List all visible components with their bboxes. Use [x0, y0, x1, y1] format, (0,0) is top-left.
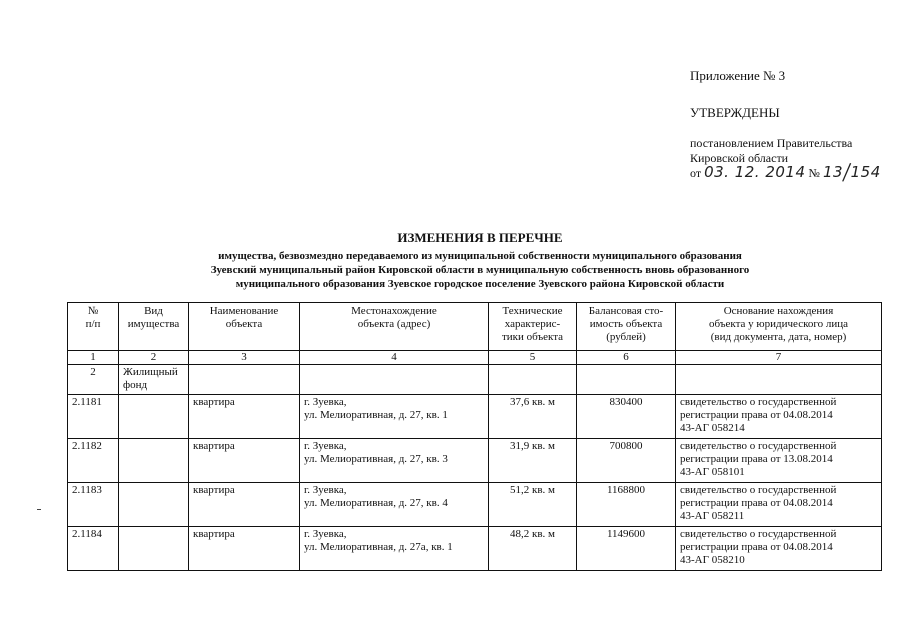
column-number-row	[68, 351, 882, 365]
row-name: квартира	[189, 483, 300, 527]
table-row	[68, 439, 882, 483]
column-number: 4	[300, 351, 489, 365]
column-number: 2	[119, 351, 189, 365]
table-row	[68, 483, 882, 527]
row-tech: 48,2 кв. м	[489, 527, 577, 571]
decree-number-label: №	[808, 166, 820, 180]
column-number: 1	[68, 351, 119, 365]
decree-number-handwritten-a: 13	[822, 163, 844, 181]
row-type	[119, 395, 189, 439]
header-num: № п/п	[68, 303, 119, 351]
row-num: 2.1184	[68, 527, 119, 571]
group-num: 2	[68, 365, 119, 395]
column-number: 3	[189, 351, 300, 365]
table-header-row	[68, 303, 882, 351]
title-line-3: муниципального образования Зуевское городское поселение Зуевского района Кировской области	[235, 278, 725, 290]
header-basis: Основание нахождения объекта у юридического лица (вид документа, дата, номер)	[676, 303, 882, 351]
row-tech: 51,2 кв. м	[489, 483, 577, 527]
group-row	[68, 365, 882, 395]
title-main: ИЗМЕНЕНИЯ В ПЕРЕЧНЕ	[397, 230, 563, 245]
row-address: г. Зуевка, ул. Мелиоративная, д. 27, кв. 3	[300, 439, 489, 483]
row-address: г. Зуевка, ул. Мелиоративная, д. 27, кв. 4	[300, 483, 489, 527]
table-row	[68, 527, 882, 571]
column-number: 5	[489, 351, 577, 365]
row-address: г. Зуевка, ул. Мелиоративная, д. 27а, кв. 1	[300, 527, 489, 571]
row-value: 830400	[577, 395, 676, 439]
row-basis: свидетельство о государственной регистрации права от 04.08.2014 43-АГ 058211	[676, 483, 882, 527]
header-value: Балансовая сто- имость объекта (рублей)	[577, 303, 676, 351]
column-number: 6	[577, 351, 676, 365]
decree-prefix: от	[690, 166, 702, 180]
decree-line-1: постановлением Правительства	[690, 136, 853, 150]
slash-mark: /	[842, 157, 851, 187]
row-num: 2.1182	[68, 439, 119, 483]
row-value: 1168800	[577, 483, 676, 527]
row-basis: свидетельство о государственной регистрации права от 04.08.2014 43-АГ 058210	[676, 527, 882, 571]
row-tech: 37,6 кв. м	[489, 395, 577, 439]
title-line-1: имущества, безвозмездно передаваемого из муниципальной собственности муниципального образования	[218, 250, 742, 262]
decree-number-handwritten-b: 154	[850, 163, 881, 181]
table-row	[68, 395, 882, 439]
header-tech: Технические характерис- тики объекта	[489, 303, 577, 351]
row-name: квартира	[189, 439, 300, 483]
approved-label: УТВЕРЖДЕНЫ	[690, 105, 780, 120]
column-number: 7	[676, 351, 882, 365]
row-address: г. Зуевка, ул. Мелиоративная, д. 27, кв. 1	[300, 395, 489, 439]
decree-date-handwritten: 03. 12. 2014	[704, 163, 806, 181]
attachment-label: Приложение № 3	[690, 68, 786, 83]
header-address: Местонахождение объекта (адрес)	[300, 303, 489, 351]
row-name: квартира	[189, 395, 300, 439]
row-type	[119, 439, 189, 483]
row-value: 700800	[577, 439, 676, 483]
header-name: Наименование объекта	[189, 303, 300, 351]
header-type: Вид имущества	[119, 303, 189, 351]
row-value: 1149600	[577, 527, 676, 571]
row-name: квартира	[189, 527, 300, 571]
group-type: Жилищный фонд	[119, 365, 189, 395]
row-num: 2.1183	[68, 483, 119, 527]
row-tech: 31,9 кв. м	[489, 439, 577, 483]
document-title	[120, 230, 840, 291]
title-line-2: Зуевский муниципальный район Кировской области в муниципальную собственность вновь образованного	[210, 264, 750, 276]
row-type	[119, 483, 189, 527]
decree-line-2: Кировской области	[690, 151, 789, 165]
row-num: 2.1181	[68, 395, 119, 439]
row-type	[119, 527, 189, 571]
margin-mark	[37, 509, 41, 510]
property-table	[67, 302, 882, 571]
row-basis: свидетельство о государственной регистрации права от 04.08.2014 43-АГ 058214	[676, 395, 882, 439]
row-basis: свидетельство о государственной регистрации права от 13.08.2014 43-АГ 058101	[676, 439, 882, 483]
